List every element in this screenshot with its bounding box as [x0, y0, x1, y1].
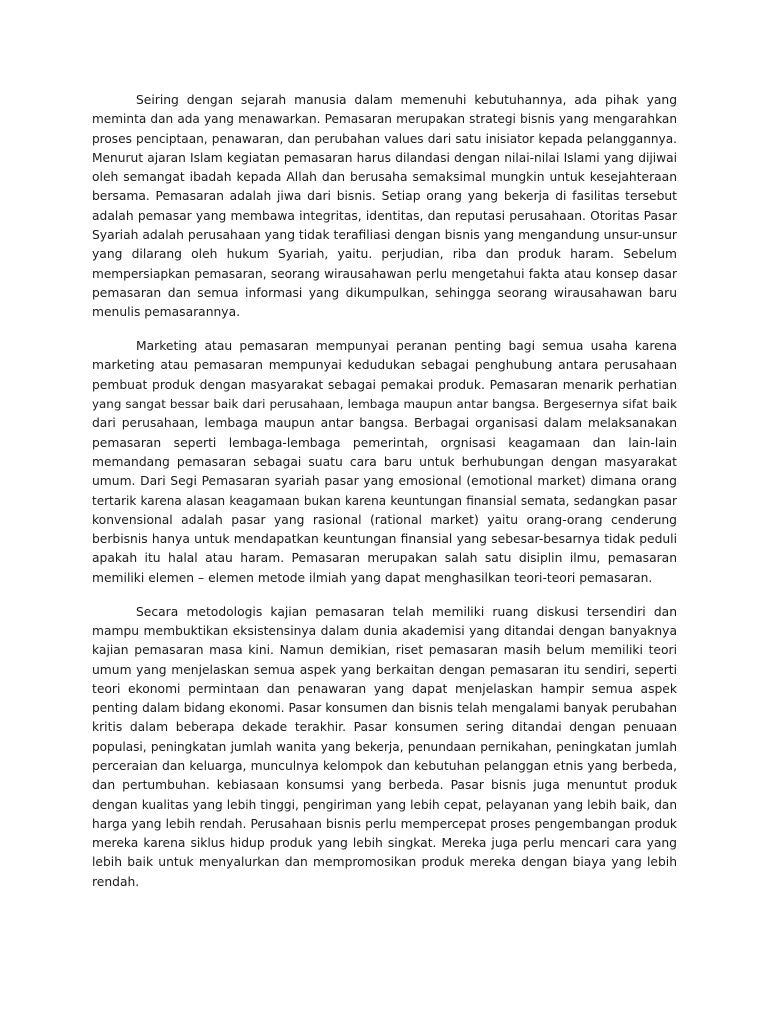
text-line: pemasaran seperti lembaga-lembaga pemerintah, orgnisasi keagamaan dan lain-lain [92, 435, 677, 450]
text-line: apakah itu halal atau haram. Pemasaran merupakan salah satu disiplin ilmu, pemasaran [92, 551, 677, 566]
text-line: Marketing atau pemasaran mempunyai peranan penting bagi semua usaha karena [136, 339, 677, 354]
text-line: teori ekonomi permintaan dan penawaran yang dapat menjelaskan hampir semua aspek [92, 681, 677, 696]
text-line: tertarik karena alasan keagamaan bukan karena keuntungan finansial semata, sedangkan pasar [92, 493, 677, 508]
text-line: adalah pemasar yang membawa integritas, identitas, dan reputasi perusahaan. Otoritas Pasar [92, 208, 677, 223]
document-page [92, 91, 677, 907]
text-line: Seiring dengan sejarah manusia dalam memenuhi kebutuhannya, ada pihak yang [136, 93, 677, 107]
text-line: pembuat produk dengan masyarakat sebagai pemakai produk. Pemasaran menarik perhatian [92, 377, 677, 392]
text-line: dengan kualitas yang lebih tinggi, pengiriman yang lebih cepat, pelayanan yang lebih baik, dan [92, 797, 677, 812]
text-line: umum. Dari Segi Pemasaran syariah pasar yang emosional (emotional market) dimana orang [92, 474, 677, 489]
text-line: yang sangat bessar baik dari perusahaan, lembaga maupun antar bangsa. Bergesernya sifat baik [92, 397, 677, 412]
text-line: mempersiapkan pemasaran, seorang wirausahawan perlu mengetahui fakta atau konsep dasar [92, 266, 677, 281]
text-line: yang dilarang oleh hukum Syariah, yaitu. perjudian, riba dan produk haram. Sebelum [92, 247, 677, 262]
text-line: oleh semangat ibadah kepada Allah dan berusaha semaksimal mungkin untuk kesejahteraan [92, 170, 677, 185]
text-line: konvensional adalah pasar yang rasional (rational market) yaitu orang-orang cenderung [92, 512, 677, 527]
text-line: populasi, peningkatan jumlah wanita yang bekerja, penundaan pernikahan, peningkatan jumlah [92, 739, 677, 754]
text-line: harga yang lebih rendah. Perusahaan bisnis perlu mempercepat proses pengembangan produk [92, 816, 677, 831]
text-line: proses penciptaan, penawaran, dan perubahan values dari satu inisiator kepada pelanggannya. [92, 131, 677, 146]
text-line: kritis dalam beberapa dekade terakhir. Pasar konsumen sering ditandai dengan penuaan [92, 720, 677, 735]
text-line: lebih baik untuk menyalurkan dan mempromosikan produk mereka dengan biaya yang lebih [92, 855, 677, 870]
text-line: dari perusahaan, lembaga maupun antar bangsa. Berbagai organisasi dalam melaksanakan [92, 416, 677, 431]
text-line: Syariah adalah perusahaan yang tidak terafiliasi dengan bisnis yang mengandung unsur-unsur [92, 228, 677, 243]
text-line: perceraian dan keluarga, munculnya kelompok dan kebutuhan pelanggan etnis yang berbeda, [92, 758, 677, 773]
text-line: menulis pemasarannya. [92, 305, 241, 320]
paragraph-3 [92, 603, 677, 892]
text-line: bersama. Pemasaran adalah jiwa dari bisnis. Setiap orang yang bekerja di fasilitas tersebut [92, 189, 677, 204]
text-line: Menurut ajaran Islam kegiatan pemasaran harus dilandasi dengan nilai-nilai Islami yang dijiwai [92, 150, 677, 165]
text-line: memandang pemasaran sebagai suatu cara baru untuk berhubungan dengan masyarakat [92, 454, 677, 469]
text-line: pemasaran dan semua informasi yang dikumpulkan, sehingga seorang wirausahawan baru [92, 285, 677, 300]
text-line: penting dalam bidang ekonomi. Pasar konsumen dan bisnis telah mengalami banyak perubahan [92, 701, 677, 716]
text-line: marketing atau pemasaran mempunyai kedudukan sebagai penghubung antara perusahaan [92, 358, 677, 373]
text-line: Secara metodologis kajian pemasaran telah memiliki ruang diskusi tersendiri dan [136, 604, 677, 619]
text-line: memiliki elemen – elemen metode ilmiah yang dapat menghasilkan teori-teori pemasaran. [92, 570, 653, 585]
text-line: dan pertumbuhan. kebiasaan konsumsi yang berbeda. Pasar bisnis juga menuntut produk [92, 778, 677, 793]
paragraph-2 [92, 337, 677, 588]
text-line: kajian pemasaran masa kini. Namun demikian, riset pemasaran masih belum memiliki teori [92, 643, 677, 658]
text-line: meminta dan ada yang menawarkan. Pemasaran merupakan strategi bisnis yang mengarahkan [92, 112, 677, 127]
text-line: mereka karena siklus hidup produk yang lebih singkat. Mereka juga perlu mencari cara yang [92, 836, 677, 851]
text-line: rendah. [92, 874, 140, 889]
paragraph-1 [92, 91, 677, 323]
text-line: berbisnis hanya untuk mendapatkan keuntungan finansial yang sebesar-besarnya tidak peduli [92, 532, 677, 547]
text-line: umum yang menjelaskan semua aspek yang berkaitan dengan pemasaran itu sendiri, seperti [92, 662, 677, 677]
text-line: mampu membuktikan eksistensinya dalam dunia akademisi yang ditandai dengan banyaknya [92, 623, 677, 638]
